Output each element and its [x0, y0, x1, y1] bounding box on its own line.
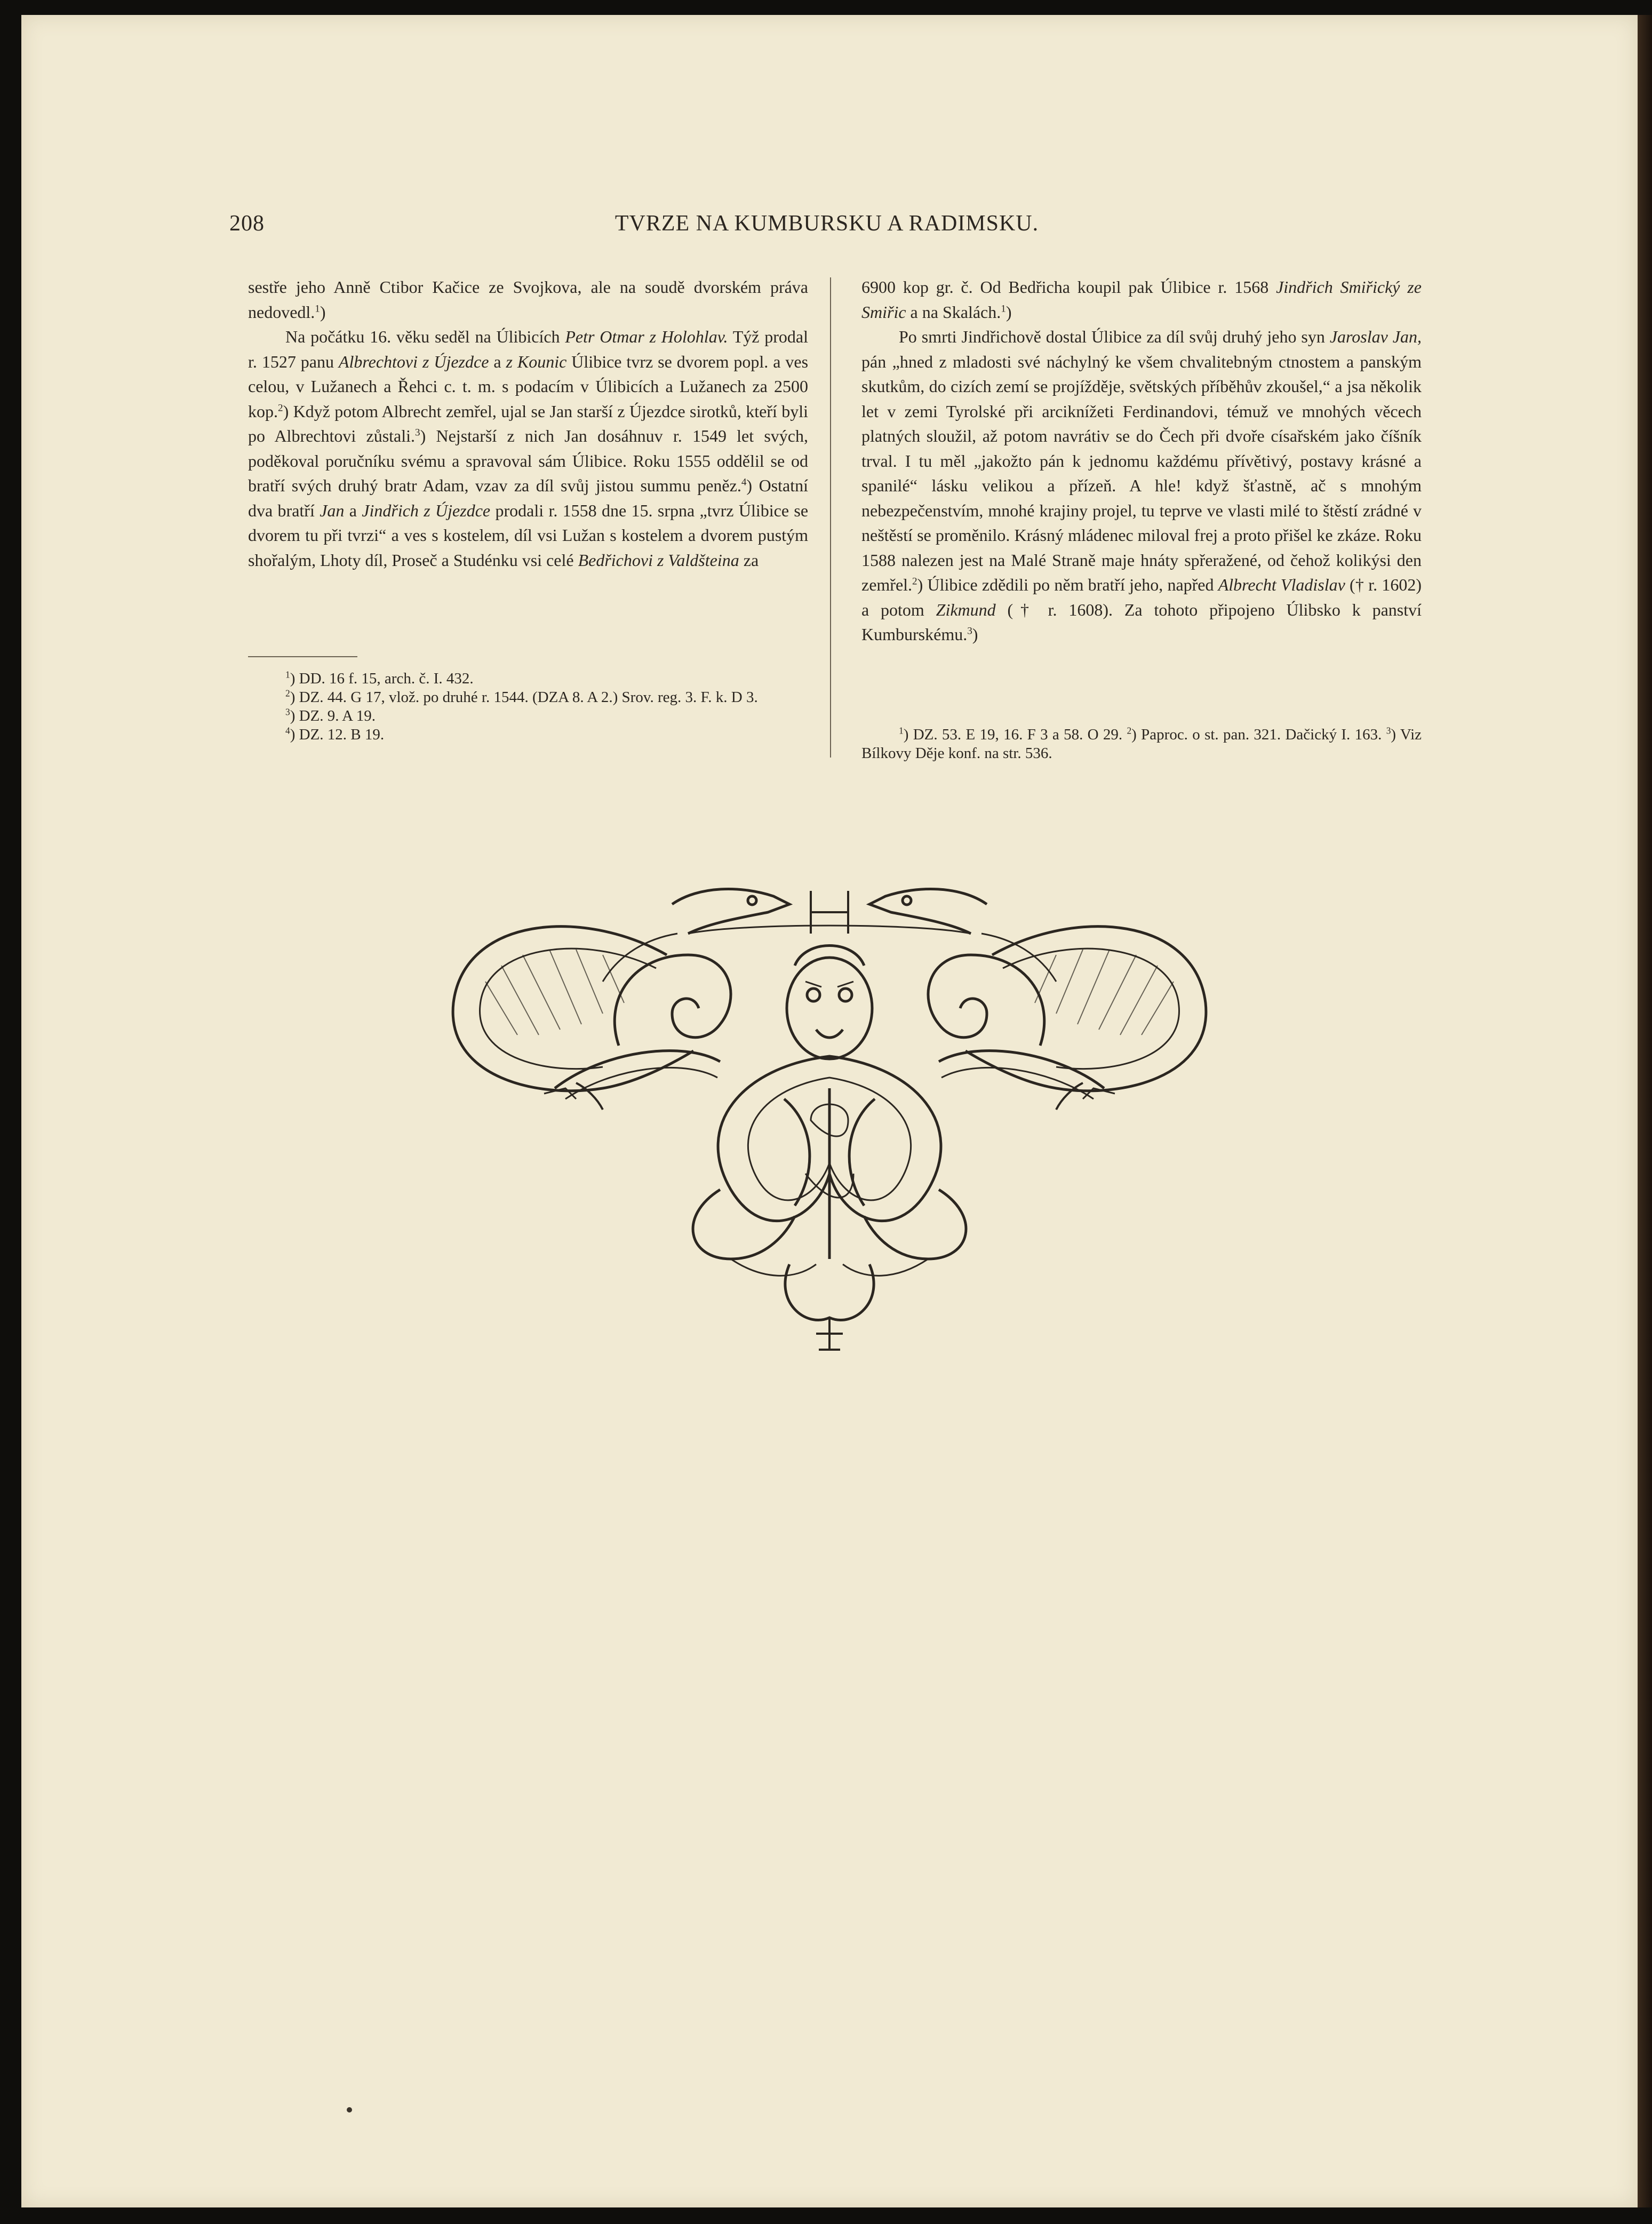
print-speck	[347, 2107, 352, 2113]
footnote-ref[interactable]: 4	[741, 476, 747, 488]
footnote: $^2$) DZ. 44. G 17, vlož. po druhé r. 1544. (DZA 8. A 2.) Srov. reg. 3. F. k. D 3.	[285, 688, 758, 706]
footnote: $^3$) DZ. 9. A 19.	[285, 706, 376, 724]
footnote-ref[interactable]: 2	[912, 576, 917, 587]
footnote-ref[interactable]: 3	[415, 427, 420, 439]
right-column	[861, 275, 1422, 647]
running-title: TVRZE NA KUMBURSKU A RADIMSKU.	[614, 211, 1039, 236]
left-column	[248, 275, 808, 572]
footnote-rule	[248, 656, 357, 657]
running-header	[229, 211, 1424, 248]
left-footnotes	[248, 669, 808, 744]
footnote: $^4$) DZ. 12. B 19.	[285, 725, 385, 743]
footnote-ref[interactable]: 1	[315, 302, 320, 314]
footnote-ref[interactable]: 2	[278, 402, 283, 413]
book-edge	[1638, 15, 1652, 2207]
paragraph: sestře jeho Anně Ctibor Kačice ze Svojkova, ale na soudě dvorském práva nedovedl.$^1$)	[248, 277, 808, 322]
paragraph: 6900 kop gr. č. Od Bedřicha koupil pak Úlibice r. 1568 Jindřich Smiřický ze Smiřic a na Skalách.$^1$)	[861, 277, 1422, 322]
column-divider	[830, 277, 831, 758]
footnote-ref[interactable]: 1	[1001, 302, 1006, 314]
footnote: $^1$) DZ. 53. E 19, 16. F 3 a 58. O 29. $^2$) Paproc. o st. pan. 321. Dačický I. 163. $^3$) Viz Bílkovy Děje konf. na str. 536.	[861, 725, 1422, 762]
paragraph: Na počátku 16. věku seděl na Úlibicích Petr Otmar z Holohlav. Týž prodal r. 1527 panu Albrechtovi z Újezdce a z Kounic Úlibice tvrz se dvorem popl. a ves celou, v Lužanech a Řehci c. t. m. s podacím v Úlibicích a Lužanech za 2500 kop.$^2$) Když potom Albrecht zemřel, ujal se Jan starší z Újezdce sirotků, kteří byli po Albrechtovi zůstali.$^3$) Nejstarší z nich Jan dosáhnuv r. 1549 let svých, poděkoval poručníku svému a spravoval sám Úlibice. Roku 1555 oddělil se od bratří svých druhý bratr Adam, vzav za díl svůj jistou summu peněz.$^4$) Ostatní dva bratří Jan a Jindřich z Újezdce prodali r. 1558 dne 15. srpna „tvrz Úlibice se dvorem tu při tvrzi“ a ves s kostelem, díl vsi Lužan s kostelem a dvorem pustým shořalým, Lhoty díl, Proseč a Studénku vsi celé Bedřichovi z Valdšteina za	[248, 327, 809, 570]
footnote-ref[interactable]: 3	[967, 625, 972, 637]
page-number: 208	[229, 211, 265, 236]
griffin-ornament-icon	[443, 875, 1216, 1355]
paragraph: Po smrti Jindřichově dostal Úlibice za díl svůj druhý jeho syn Jaroslav Jan, pán „hned z mladosti své náchylný ke všem chvalitebným ctnostem a panským skutkům, do cizích zemí se projížděje, světských příběhův zkoušel,“ a jsa několik let v zemi Tyrolské při arciknížeti Ferdinandovi, témuž ve mnohých věcech platných sloužil, až potom navrátiv se do Čech při dvoře císařském jako číšník trval. I tu měl „jakožto pán k jednomu každému přívětivý, postavy krásné a spanilé“ lásku velikou a přízeň. A hle! když šťastně, ač s mnohým nebezpečenstvím, mnohé krajiny projel, tu teprve ve vlasti milé to štěstí zrádné v neštěstí se proměnilo. Krásný mládenec miloval frej a proto přišel ke zkáze. Roku 1588 nalezen jest na Malé Straně maje hnáty spřeražené, od čehož kolikýsi den zemřel.$^2$) Úlibice zdědili po něm bratří jeho, napřed Albrecht Vladislav († r. 1602) a potom Zikmund († r. 1608). Za tohoto připojeno Úlibsko k panství Kumburskému.$^3$)	[861, 327, 1422, 644]
footnote: $^1$) DD. 16 f. 15, arch. č. I. 432.	[285, 669, 474, 687]
right-footnotes	[861, 726, 1422, 763]
